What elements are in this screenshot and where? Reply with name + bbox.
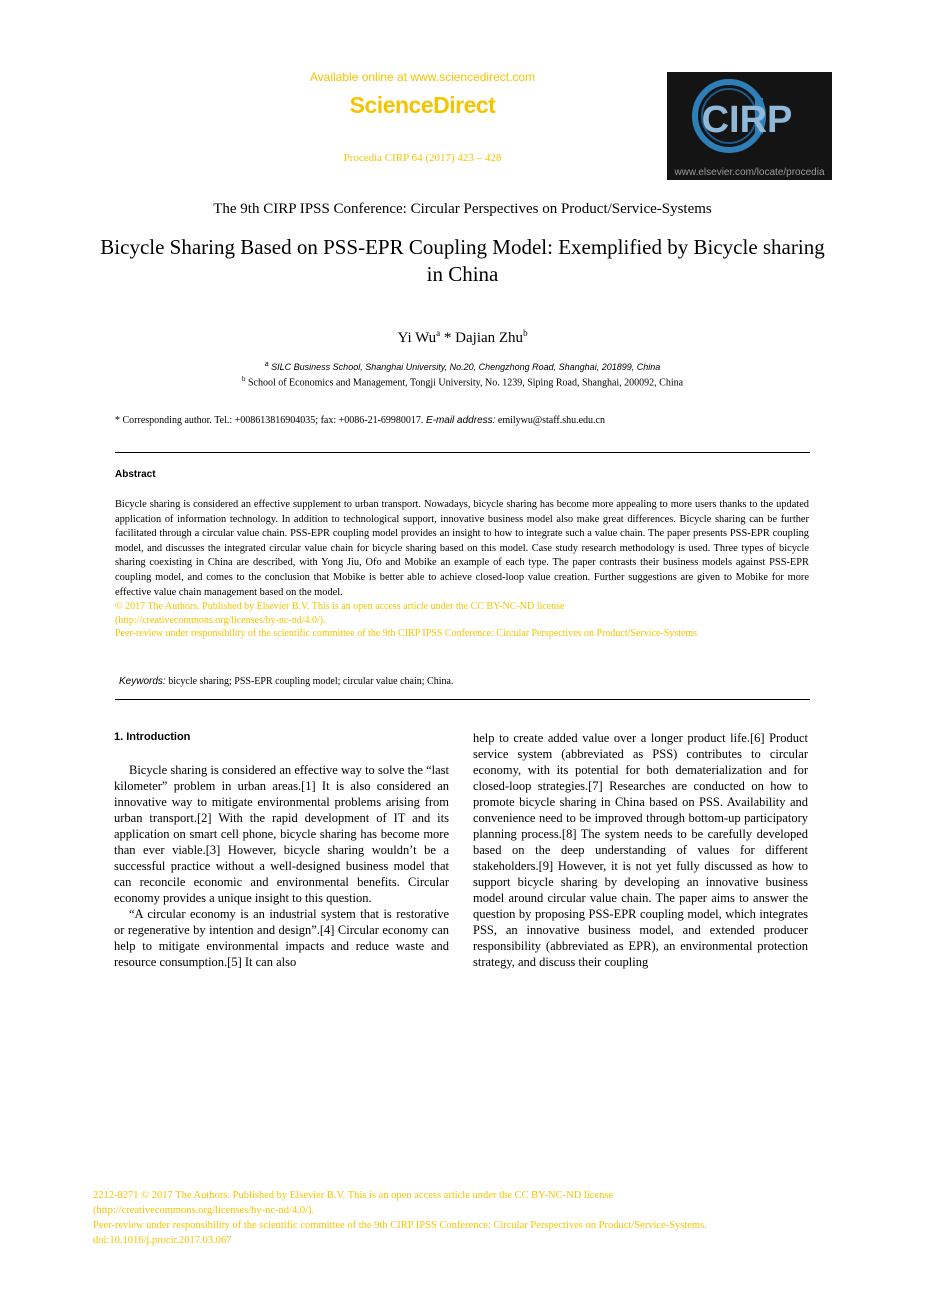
intro-paragraph-3: help to create added value over a longer product life.[6] Product service system (abbreviated as PSS) contributes to circular economy, with its potential for both dematerialization and for closed-loop strategies.[7] Researches are conducted on how to promote bicycle sharing in China based on PSS. Availability and convenience need to be improved through bottom-up participatory planning process.[8] The system needs to be carefully developed based on the deep understanding of values for different stakeholders.[9] However, it is not yet fully discussed as how to support bicycle sharing by developing an innovative business model around circular value chain. The paper aims to answer the question by proposing PSS-EPR coupling model, which integrates PSS, an innovative business model, and extended producer responsibility (abbreviated as EPR), an environmental protection strategy, and discuss their coupling	[473, 731, 808, 969]
cirp-logo	[667, 72, 832, 180]
affiliation-b-text: School of Economics and Management, Tongji University, No. 1239, Siping Road, Shanghai, 200092, China	[247, 377, 684, 389]
divider-top	[115, 452, 810, 453]
footer-block	[93, 1188, 833, 1248]
intro-left-column	[114, 762, 449, 970]
email-address[interactable]: emilywu@staff.shu.edu.cn	[497, 415, 605, 426]
keywords	[119, 676, 453, 687]
cirp-emblem-icon	[667, 72, 832, 168]
corresponding-star: *	[440, 330, 456, 346]
intro-right-column	[473, 730, 808, 970]
footer-issn-license: 2212-8271 © 2017 The Authors. Published by Elsevier B.V. This is an open access article under the CC BY-NC-ND license	[93, 1190, 614, 1201]
keywords-label: Keywords:	[119, 676, 166, 687]
cirp-logo-letters: CIRP	[701, 99, 793, 141]
keywords-text: bicycle sharing; PSS-EPR coupling model; circular value chain; China.	[168, 676, 454, 687]
corresponding-text: * Corresponding author. Tel.: +008613816904035; fax: +0086-21-69980017.	[115, 415, 424, 426]
intro-heading: 1. Introduction	[114, 731, 191, 743]
affiliation-a	[0, 361, 925, 372]
abstract-text: Bicycle sharing is considered an effective supplement to urban transport. Nowadays, bicycle sharing has become more appealing to more users thanks to the updated application of information technology. In addition to technological support, innovative business model also make great differences. Bicycle sharing can be further facilitated through a circular value chain. PSS-EPR coupling model provides an insight to how to integrate such a value chain. The paper presents PSS-EPR coupling model, and discusses the integrated circular value chain for bicycle sharing based on this model. Case study research methodology is used. Three types of bicycle sharing coexisting in China are described, with Yong Jiu, Ofo and Mobike an example of each type. The paper contrasts their business models against PSS-EPR coupling model, and comes to the conclusion that Mobike is better able to achieve closed-loop value creation. Further suggestions are given to Mobike for more effective value chain management based on the model.	[115, 499, 809, 598]
author-2-name: Dajian Zhu	[455, 330, 524, 346]
abstract-heading: Abstract	[115, 469, 156, 480]
conference-name: The 9th CIRP IPSS Conference: Circular Perspectives on Product/Service-Systems	[213, 201, 712, 217]
journal-citation: Procedia CIRP 64 (2017) 423 – 428	[343, 152, 502, 164]
footer-peer-review: Peer-review under responsibility of the scientific committee of the 9th CIRP IPSS Conference: Circular Perspectives on Product/Service-Systems.	[93, 1220, 707, 1231]
affiliation-b-sup: b	[241, 375, 246, 383]
corresponding-author	[115, 415, 605, 426]
affiliation-a-sup: a	[264, 361, 269, 368]
license-line-2[interactable]: (http://creativecommons.org/licenses/by-nc-nd/4.0/).	[115, 614, 326, 626]
divider-bottom	[115, 699, 810, 700]
sciencedirect-logo: ScienceDirect	[349, 92, 496, 118]
author-1-affil-sup: a	[436, 328, 441, 338]
author-line	[0, 328, 925, 347]
affiliation-a-text: SILC Business School, Shanghai University, No.20, Chengzhong Road, Shanghai, 201899, China	[271, 362, 661, 372]
abstract-block	[115, 498, 809, 641]
author-1-name: Yi Wu	[397, 330, 437, 346]
intro-paragraph-2: “A circular economy is an industrial system that is restorative or regenerative by intention and design”.[4] Circular economy can help to mitigate environmental impacts and reduce waste and resource consumption.[5] It can also	[114, 907, 449, 969]
affiliation-b	[0, 375, 925, 388]
footer-doi[interactable]: doi:10.1016/j.procir.2017.03.067	[93, 1235, 232, 1246]
author-2-affil-sup: b	[523, 328, 528, 338]
journal-url[interactable]: www.elsevier.com/locate/procedia	[674, 167, 825, 178]
intro-paragraph-1: Bicycle sharing is considered an effective way to solve the “last kilometer” problem in urban areas.[1] It is also considered an innovative way to mitigate environmental problems arising from urban transport.[2] With the rapid development of IT and its application on smart cell phone, bicycle sharing has become more than ever viable.[3] However, bicycle sharing wouldn’t be a successful practice without a well-designed business model that can reconcile economic and environmental benefits. Circular economy provides a unique insight to this question.	[114, 763, 449, 905]
available-online-text: Available online at www.sciencedirect.com	[309, 70, 536, 84]
paper-title: Bicycle Sharing Based on PSS-EPR Coupling Model: Exemplified by Bicycle sharing in China	[100, 235, 825, 286]
email-label: E-mail address:	[425, 415, 496, 426]
license-line-1: © 2017 The Authors. Published by Elsevier B.V. This is an open access article under the CC BY-NC-ND license	[115, 601, 565, 613]
footer-license-url[interactable]: (http://creativecommons.org/licenses/by-nc-nd/4.0/).	[93, 1205, 315, 1216]
license-line-3: Peer-review under responsibility of the scientific committee of the 9th CIRP IPSS Conference: Circular Perspectives on Product/Service-Systems	[115, 628, 698, 640]
